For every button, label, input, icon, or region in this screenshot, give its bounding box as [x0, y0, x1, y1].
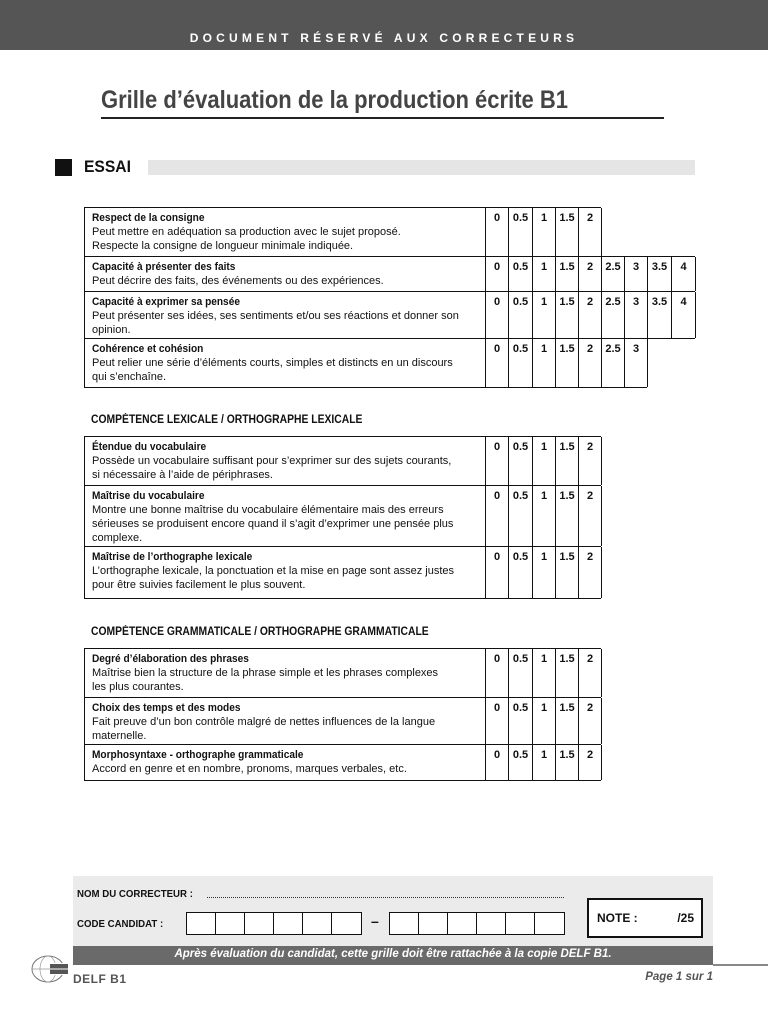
criterion-row: [84, 207, 601, 257]
exam-label: DELF B1: [73, 972, 127, 986]
score-option[interactable]: 2: [579, 547, 602, 598]
criterion-text-line: Maîtrise bien la structure de la phrase simple et les phrases complexes: [92, 667, 439, 679]
score-option[interactable]: 3.5: [648, 257, 672, 291]
criterion-title: Maîtrise du vocabulaire: [92, 490, 205, 502]
score-option[interactable]: 1.5: [556, 339, 579, 387]
score-option[interactable]: 0: [486, 208, 509, 256]
note-value: /25: [677, 911, 694, 925]
banner-text: DOCUMENT RÉSERVÉ AUX CORRECTEURS: [189, 31, 579, 45]
score-option[interactable]: 1: [533, 437, 556, 485]
criterion-description: [85, 547, 486, 598]
criterion-text-line: Peut décrire des faits, des événements ou des expériences.: [92, 275, 384, 287]
criterion-text-line: Fait preuve d’un bon contrôle malgré de nettes influences de la langue: [92, 716, 436, 728]
candidate-code-boxes-left[interactable]: [186, 912, 362, 935]
score-option[interactable]: 0: [486, 257, 509, 291]
criterion-title: Respect de la consigne: [92, 212, 205, 224]
score-option[interactable]: 0.5: [509, 547, 533, 598]
score-option[interactable]: 0.5: [509, 208, 533, 256]
score-option[interactable]: 0: [486, 745, 509, 780]
criterion-row: [84, 648, 601, 698]
section-heading: COMPÉTENCE GRAMMATICALE / ORTHOGRAPHE GRAMMATICALE: [91, 626, 429, 638]
note-box[interactable]: [587, 898, 703, 938]
criterion-text-line: Peut mettre en adéquation sa production avec le sujet proposé.: [92, 226, 401, 238]
score-option[interactable]: 0: [486, 437, 509, 485]
criterion-title: Cohérence et cohésion: [92, 343, 204, 355]
score-option[interactable]: 1: [533, 292, 556, 338]
essai-label: ESSAI: [84, 157, 131, 176]
note-label: NOTE :: [597, 911, 638, 925]
criterion-description: [85, 257, 486, 291]
criterion-row: [84, 744, 601, 781]
criterion-text-line: Possède un vocabulaire suffisant pour s’exprimer sur des sujets courants,: [92, 455, 452, 467]
corrector-label: NOM DU CORRECTEUR :: [77, 888, 193, 900]
page-title: Grille d’évaluation de la production écrite B1: [101, 86, 569, 114]
score-option[interactable]: 3.5: [648, 292, 672, 338]
footer-rule: [713, 964, 768, 966]
candidate-code-boxes-right[interactable]: [389, 912, 565, 935]
candidate-label: CODE CANDIDAT :: [77, 918, 164, 930]
criterion-title: Degré d’élaboration des phrases: [92, 653, 249, 665]
score-option[interactable]: 0.5: [509, 292, 533, 338]
criterion-description: [85, 437, 486, 485]
score-option[interactable]: 1: [533, 649, 556, 697]
criterion-title: Choix des temps et des modes: [92, 702, 241, 714]
score-option[interactable]: 0: [486, 698, 509, 744]
score-option[interactable]: 0: [486, 292, 509, 338]
score-option[interactable]: 2: [579, 257, 602, 291]
instruction-bar: [73, 946, 713, 965]
score-option[interactable]: 0.5: [509, 698, 533, 744]
criterion-description: [85, 486, 486, 546]
criterion-text-line: qui s’enchaîne.: [92, 371, 166, 383]
score-option[interactable]: 0.5: [509, 257, 533, 291]
criterion-row: [84, 256, 695, 292]
criterion-text-line: pour être suivies facilement le plus souvent.: [92, 579, 306, 591]
criterion-row: [84, 338, 647, 388]
instruction-text: Après évaluation du candidat, cette grille doit être rattachée à la copie DELF B1.: [174, 948, 612, 960]
score-option[interactable]: 1.5: [556, 257, 579, 291]
criterion-text-line: Accord en genre et en nombre, pronoms, marques verbales, etc.: [92, 763, 407, 775]
criterion-description: [85, 339, 486, 387]
score-option[interactable]: 1: [533, 208, 556, 256]
section-heading: COMPÉTENCE LEXICALE / ORTHOGRAPHE LEXICALE: [91, 414, 363, 426]
score-option[interactable]: 3: [625, 292, 648, 338]
criterion-row: [84, 546, 601, 599]
criterion-text-line: Peut présenter ses idées, ses sentiments et/ou ses réactions et donner son: [92, 310, 459, 322]
header-banner: [0, 0, 768, 50]
criterion-text-line: sérieuses se produisent encore quand il s’agit d’exprimer une pensée plus: [92, 518, 454, 530]
criterion-title: Capacité à présenter des faits: [92, 261, 236, 273]
score-option[interactable]: 0.5: [509, 339, 533, 387]
criterion-text-line: L’orthographe lexicale, la ponctuation et la mise en page sont assez justes: [92, 565, 455, 577]
page-number: Page 1 sur 1: [645, 971, 713, 983]
score-option[interactable]: 1: [533, 698, 556, 744]
score-option[interactable]: 2: [579, 698, 602, 744]
score-option[interactable]: 2: [579, 339, 602, 387]
score-option[interactable]: 3: [625, 339, 648, 387]
score-option[interactable]: 0.5: [509, 437, 533, 485]
criterion-text-line: maternelle.: [92, 730, 147, 742]
criterion-description: [85, 698, 486, 744]
score-option[interactable]: 2: [579, 486, 602, 546]
score-option[interactable]: 0: [486, 339, 509, 387]
criterion-description: [85, 208, 486, 256]
criterion-row: [84, 485, 601, 547]
criterion-row: [84, 291, 695, 339]
score-option[interactable]: 1.5: [556, 649, 579, 697]
code-dash: –: [371, 913, 379, 929]
score-option[interactable]: 1: [533, 257, 556, 291]
score-option[interactable]: 1.5: [556, 292, 579, 338]
criterion-title: Capacité à exprimer sa pensée: [92, 296, 240, 308]
score-option[interactable]: 1.5: [556, 698, 579, 744]
criterion-title: Morphosyntaxe - orthographe grammaticale: [92, 749, 304, 761]
delf-dalf-logo-icon: [30, 953, 70, 985]
score-option[interactable]: 4: [672, 257, 696, 291]
score-option[interactable]: 2.5: [602, 257, 625, 291]
score-option[interactable]: 1.5: [556, 208, 579, 256]
criterion-text-line: opinion.: [92, 324, 131, 336]
score-option[interactable]: 0: [486, 486, 509, 546]
criterion-text-line: les plus courantes.: [92, 681, 184, 693]
score-option[interactable]: 4: [672, 292, 696, 338]
score-option[interactable]: 1.5: [556, 437, 579, 485]
score-option[interactable]: 0: [486, 547, 509, 598]
score-option[interactable]: 2.5: [602, 292, 625, 338]
criterion-text-line: Respecte la consigne de longueur minimale indiquée.: [92, 240, 354, 252]
score-option[interactable]: 2: [579, 745, 602, 780]
score-option[interactable]: 1.5: [556, 745, 579, 780]
score-option[interactable]: 2: [579, 437, 602, 485]
score-option[interactable]: 1.5: [556, 486, 579, 546]
criterion-row: [84, 697, 601, 745]
score-option[interactable]: 3: [625, 257, 648, 291]
criterion-description: [85, 649, 486, 697]
score-option[interactable]: 0.5: [509, 649, 533, 697]
essai-square-icon: [55, 159, 72, 176]
criterion-text-line: Montre une bonne maîtrise du vocabulaire élémentaire mais des erreurs: [92, 504, 444, 516]
criterion-text-line: complexe.: [92, 532, 143, 544]
score-option[interactable]: 2: [579, 649, 602, 697]
score-option[interactable]: 1: [533, 745, 556, 780]
score-option[interactable]: 2.5: [602, 339, 625, 387]
title-underline: [101, 117, 664, 119]
corrector-name-field[interactable]: [207, 897, 564, 898]
score-option[interactable]: 0: [486, 649, 509, 697]
score-option[interactable]: 1: [533, 339, 556, 387]
score-option[interactable]: 2: [579, 292, 602, 338]
criterion-description: [85, 292, 486, 338]
essai-bar: [148, 160, 695, 175]
criterion-title: Maîtrise de l’orthographe lexicale: [92, 551, 253, 563]
criterion-title: Étendue du vocabulaire: [92, 441, 207, 453]
criterion-row: [84, 436, 601, 486]
score-option[interactable]: 2: [579, 208, 602, 256]
score-option[interactable]: 1: [533, 547, 556, 598]
score-option[interactable]: 1.5: [556, 547, 579, 598]
criterion-text-line: Peut relier une série d’éléments courts, simples et distincts en un discours: [92, 357, 453, 369]
score-option[interactable]: 0.5: [509, 486, 533, 546]
score-option[interactable]: 1: [533, 486, 556, 546]
criterion-description: [85, 745, 486, 780]
criterion-text-line: si nécessaire à l’aide de périphrases.: [92, 469, 273, 481]
score-option[interactable]: 0.5: [509, 745, 533, 780]
